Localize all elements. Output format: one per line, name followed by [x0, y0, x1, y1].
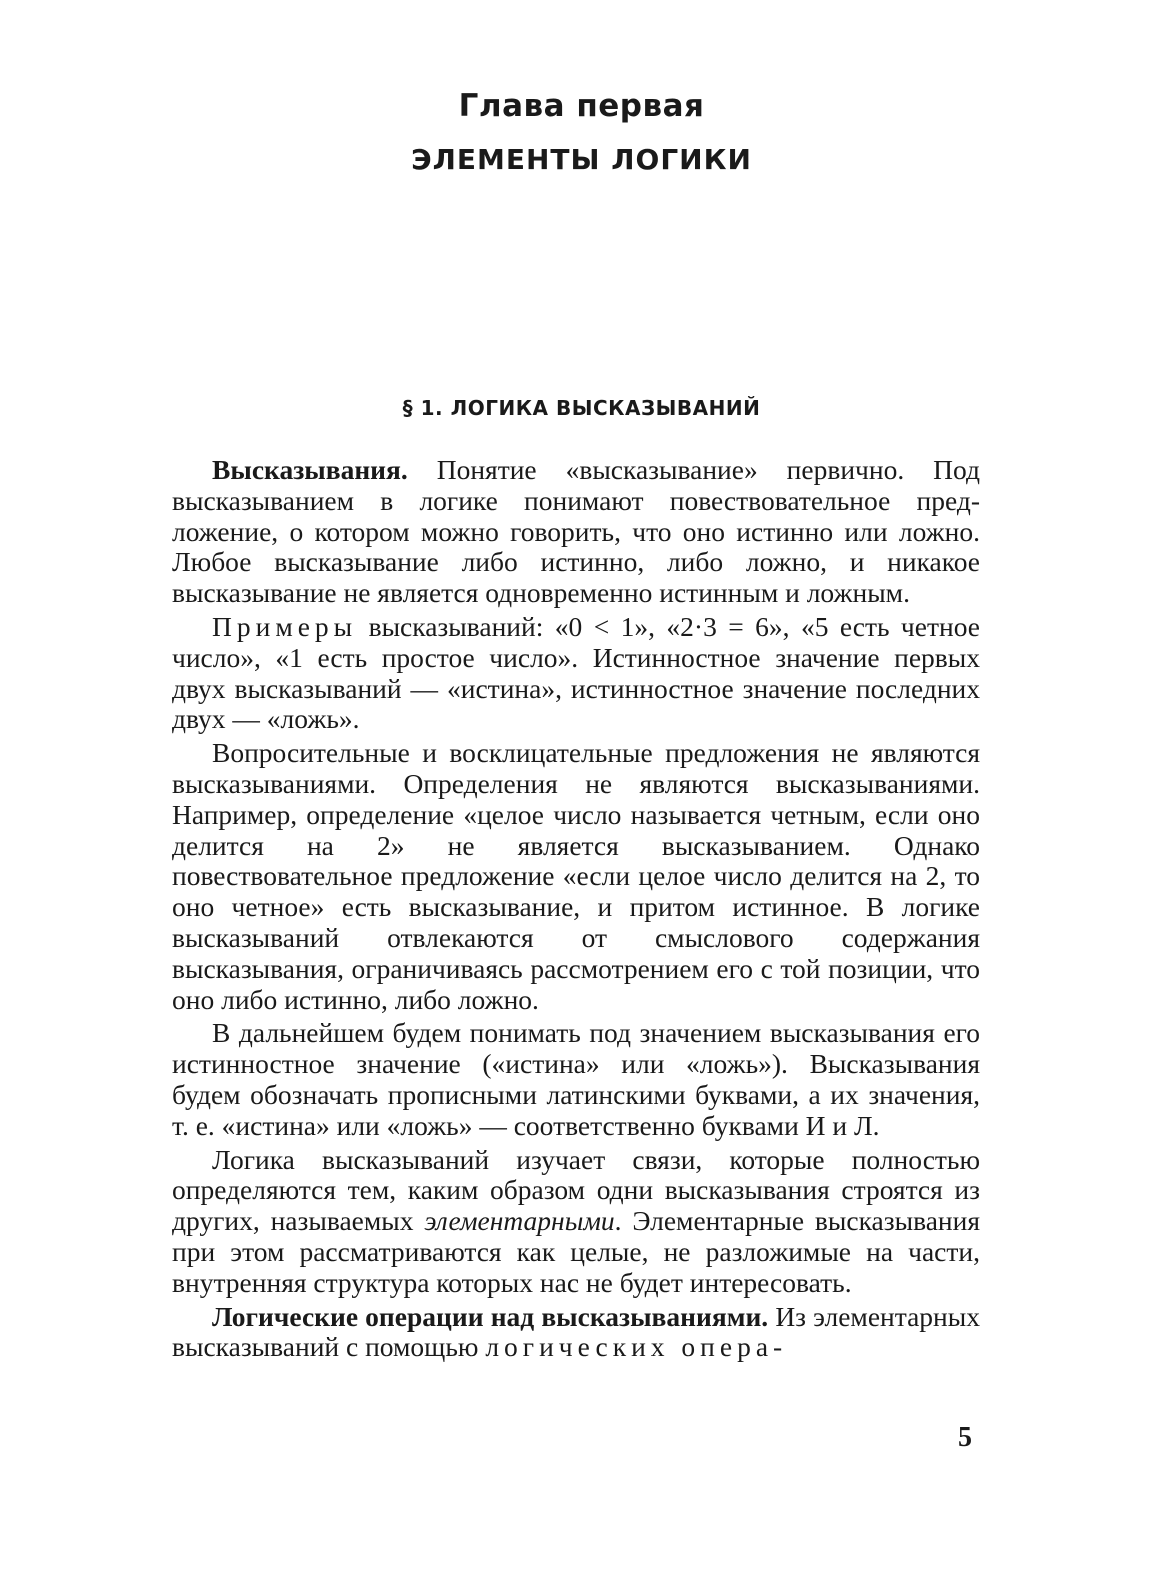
run-in-heading: Высказывания. [212, 454, 408, 485]
spaced-term: логических опера- [485, 1331, 788, 1363]
paragraph [172, 455, 980, 609]
section-title: § 1. ЛОГИКА ВЫСКАЗЫВАНИЙ [402, 396, 761, 420]
paragraph [172, 1145, 980, 1299]
paragraph [172, 612, 980, 735]
paragraph-text: В дальнейшем будем понимать под значением высказывания его истинностное значение («истина» или «ложь»). Высказывания будем обозначать прописными латинскими буквами, а их значения, т. е. «истина» или «ложь» — соответственно буквами И и Л. [172, 1017, 980, 1141]
paragraph [172, 1302, 980, 1364]
paragraph-text: Логика высказываний изучает связи, которые полностью определяются тем, каким образом одни высказывания строятся из других, называемых [172, 1143, 980, 1237]
italic-term: элементарными [424, 1205, 615, 1237]
paragraph-text: высказываний: «0 < 1», «2·3 = 6», «5 есть четное число», «1 есть простое число». Истинностное значение первых двух высказываний — «истина», истинностное значение последних двух — «ложь». [172, 610, 980, 735]
paragraph-text: Вопросительные и восклицательные предложения не являются высказываниями. Определения не являются высказываниями. Например, определение «целое число называется четным, если оно делится на 2» не является высказыванием. Однако повествовательное предложение «если целое число делится на 2, то оно четное» есть высказывание, и притом истинное. В логике высказываний отвлекаются от смыслового содержания высказывания, ограничиваясь рассмотрением его с той позиции, что оно либо истинно, либо ложно. [172, 737, 980, 1015]
body-text [172, 455, 980, 1366]
paragraph-text: Понятие «высказывание» первично. Под высказыванием в логике понимают повествовательное предложение, о котором можно говорить, что оно истинно или ложно. Любое высказывание либо истинно, либо ложно, и никакое высказывание не является одновременно истинным и ложным. [172, 454, 980, 609]
paragraph [172, 1018, 980, 1141]
paragraph-text: Из элементарных высказываний с помощью [172, 1300, 980, 1363]
chapter-title: ЭЛЕМЕНТЫ ЛОГИКИ [411, 143, 752, 176]
paragraph [172, 738, 980, 1015]
run-in-heading: Логические операции над высказываниями. [212, 1300, 769, 1332]
paragraph-text: . Элементарные высказывания при этом рассматриваются как целые, не разложимые на части, внутренняя структура которых нас не будет интересовать. [172, 1205, 980, 1298]
page-number: 5 [958, 1422, 972, 1453]
chapter-label: Глава первая [458, 88, 705, 124]
spaced-term: Примеры [212, 610, 358, 642]
